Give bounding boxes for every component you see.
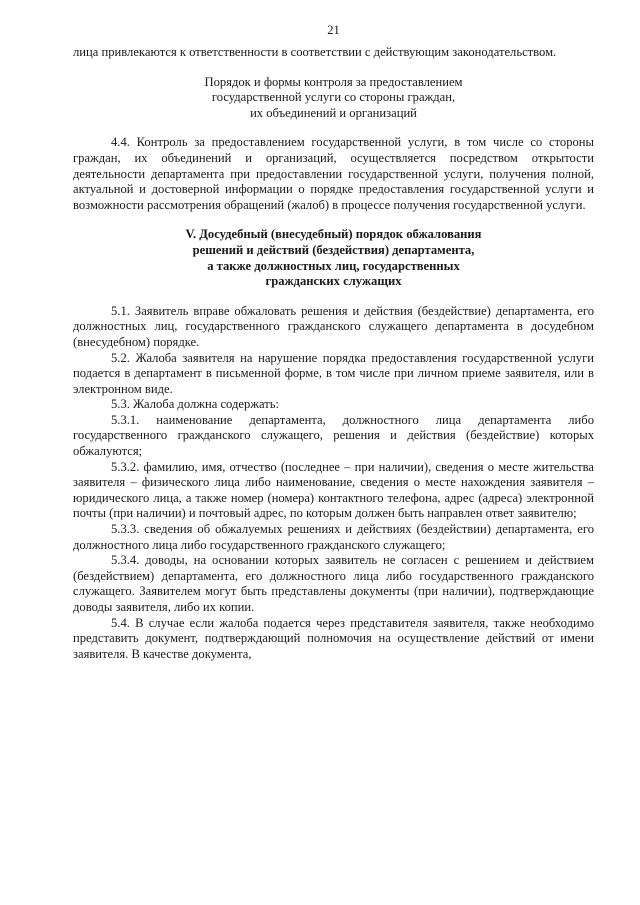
heading-line: V. Досудебный (внесудебный) порядок обжалования (185, 227, 482, 242)
paragraph-4-4: 4.4. Контроль за предоставлением государственной услуги, в том числе со стороны граждан, их объединений и организаций, осуществляется посредством открытости деятельности департамента при предоставлении государственной услуги, получения полной, актуальной и достоверной информации о порядке предоставления государственной услуги и возможности рассмотрения обращений (жалоб) в процессе получения государственной услуги. (73, 135, 594, 212)
paragraph-5-3-2: 5.3.2. фамилию, имя, отчество (последнее – при наличии), сведения о месте жительства заявителя – физического лица либо наименование, сведения о месте нахождения заявителя – юридического лица, а также номер (номера) контактного телефона, адрес (адреса) электронной почты (при наличии) и почтовый адрес, по которым должен быть направлен ответ заявителю; (73, 459, 594, 521)
heading-line: гражданских служащих (265, 274, 402, 289)
page-number: 21 (327, 23, 340, 37)
paragraph-5-1: 5.1. Заявитель вправе обжаловать решения и действия (бездействие) департамента, его должностных лиц, государственного гражданского служащего департамента в досудебном (внесудебном) порядке. (73, 303, 594, 349)
paragraph-5-3-4: 5.3.4. доводы, на основании которых заявитель не согласен с решением и действием (бездействием) департамента, его должностного лица либо государственного гражданского служащего. Заявителем могут быть представлены документы (при наличии), подтверждающие доводы заявителя, либо их копии. (73, 553, 594, 614)
paragraph-5-2: 5.2. Жалоба заявителя на нарушение порядка предоставления государственной услуги подается в департамент в письменной форме, в том числе при личном приеме заявителя, или в электронном виде. (73, 350, 594, 396)
heading-line: решений и действий (бездействия) департамента, (192, 242, 475, 257)
heading-line: а также должностных лиц, государственных (207, 258, 460, 273)
section-5-heading (73, 227, 594, 289)
paragraph-5-4: 5.4. В случае если жалоба подается через представителя заявителя, также необходимо представить документ, подтверждающий полномочия на осуществление действий от имени заявителя. В качестве документа, (73, 615, 594, 661)
heading-line: их объединений и организаций (250, 105, 417, 120)
heading-line: государственной услуги со стороны граждан, (211, 90, 456, 105)
intro-paragraph: лица привлекаются к ответственности в соответствии с действующим законодательством. (73, 45, 557, 59)
heading-line: Порядок и формы контроля за предоставлением (204, 74, 463, 89)
section-5-body (73, 304, 594, 663)
paragraph-5-3: 5.3. Жалоба должна содержать: (111, 397, 279, 412)
paragraph-5-3-3: 5.3.3. сведения об обжалуемых решениях и действиях (бездействии) департамента, его должностного лица либо государственного гражданского служащего; (73, 522, 594, 552)
section-4-heading (73, 75, 594, 122)
paragraph-5-3-1: 5.3.1. наименование департамента, должностного лица департамента либо государственного гражданского служащего, решения и действия (бездействие) которых обжалуются; (73, 412, 594, 459)
